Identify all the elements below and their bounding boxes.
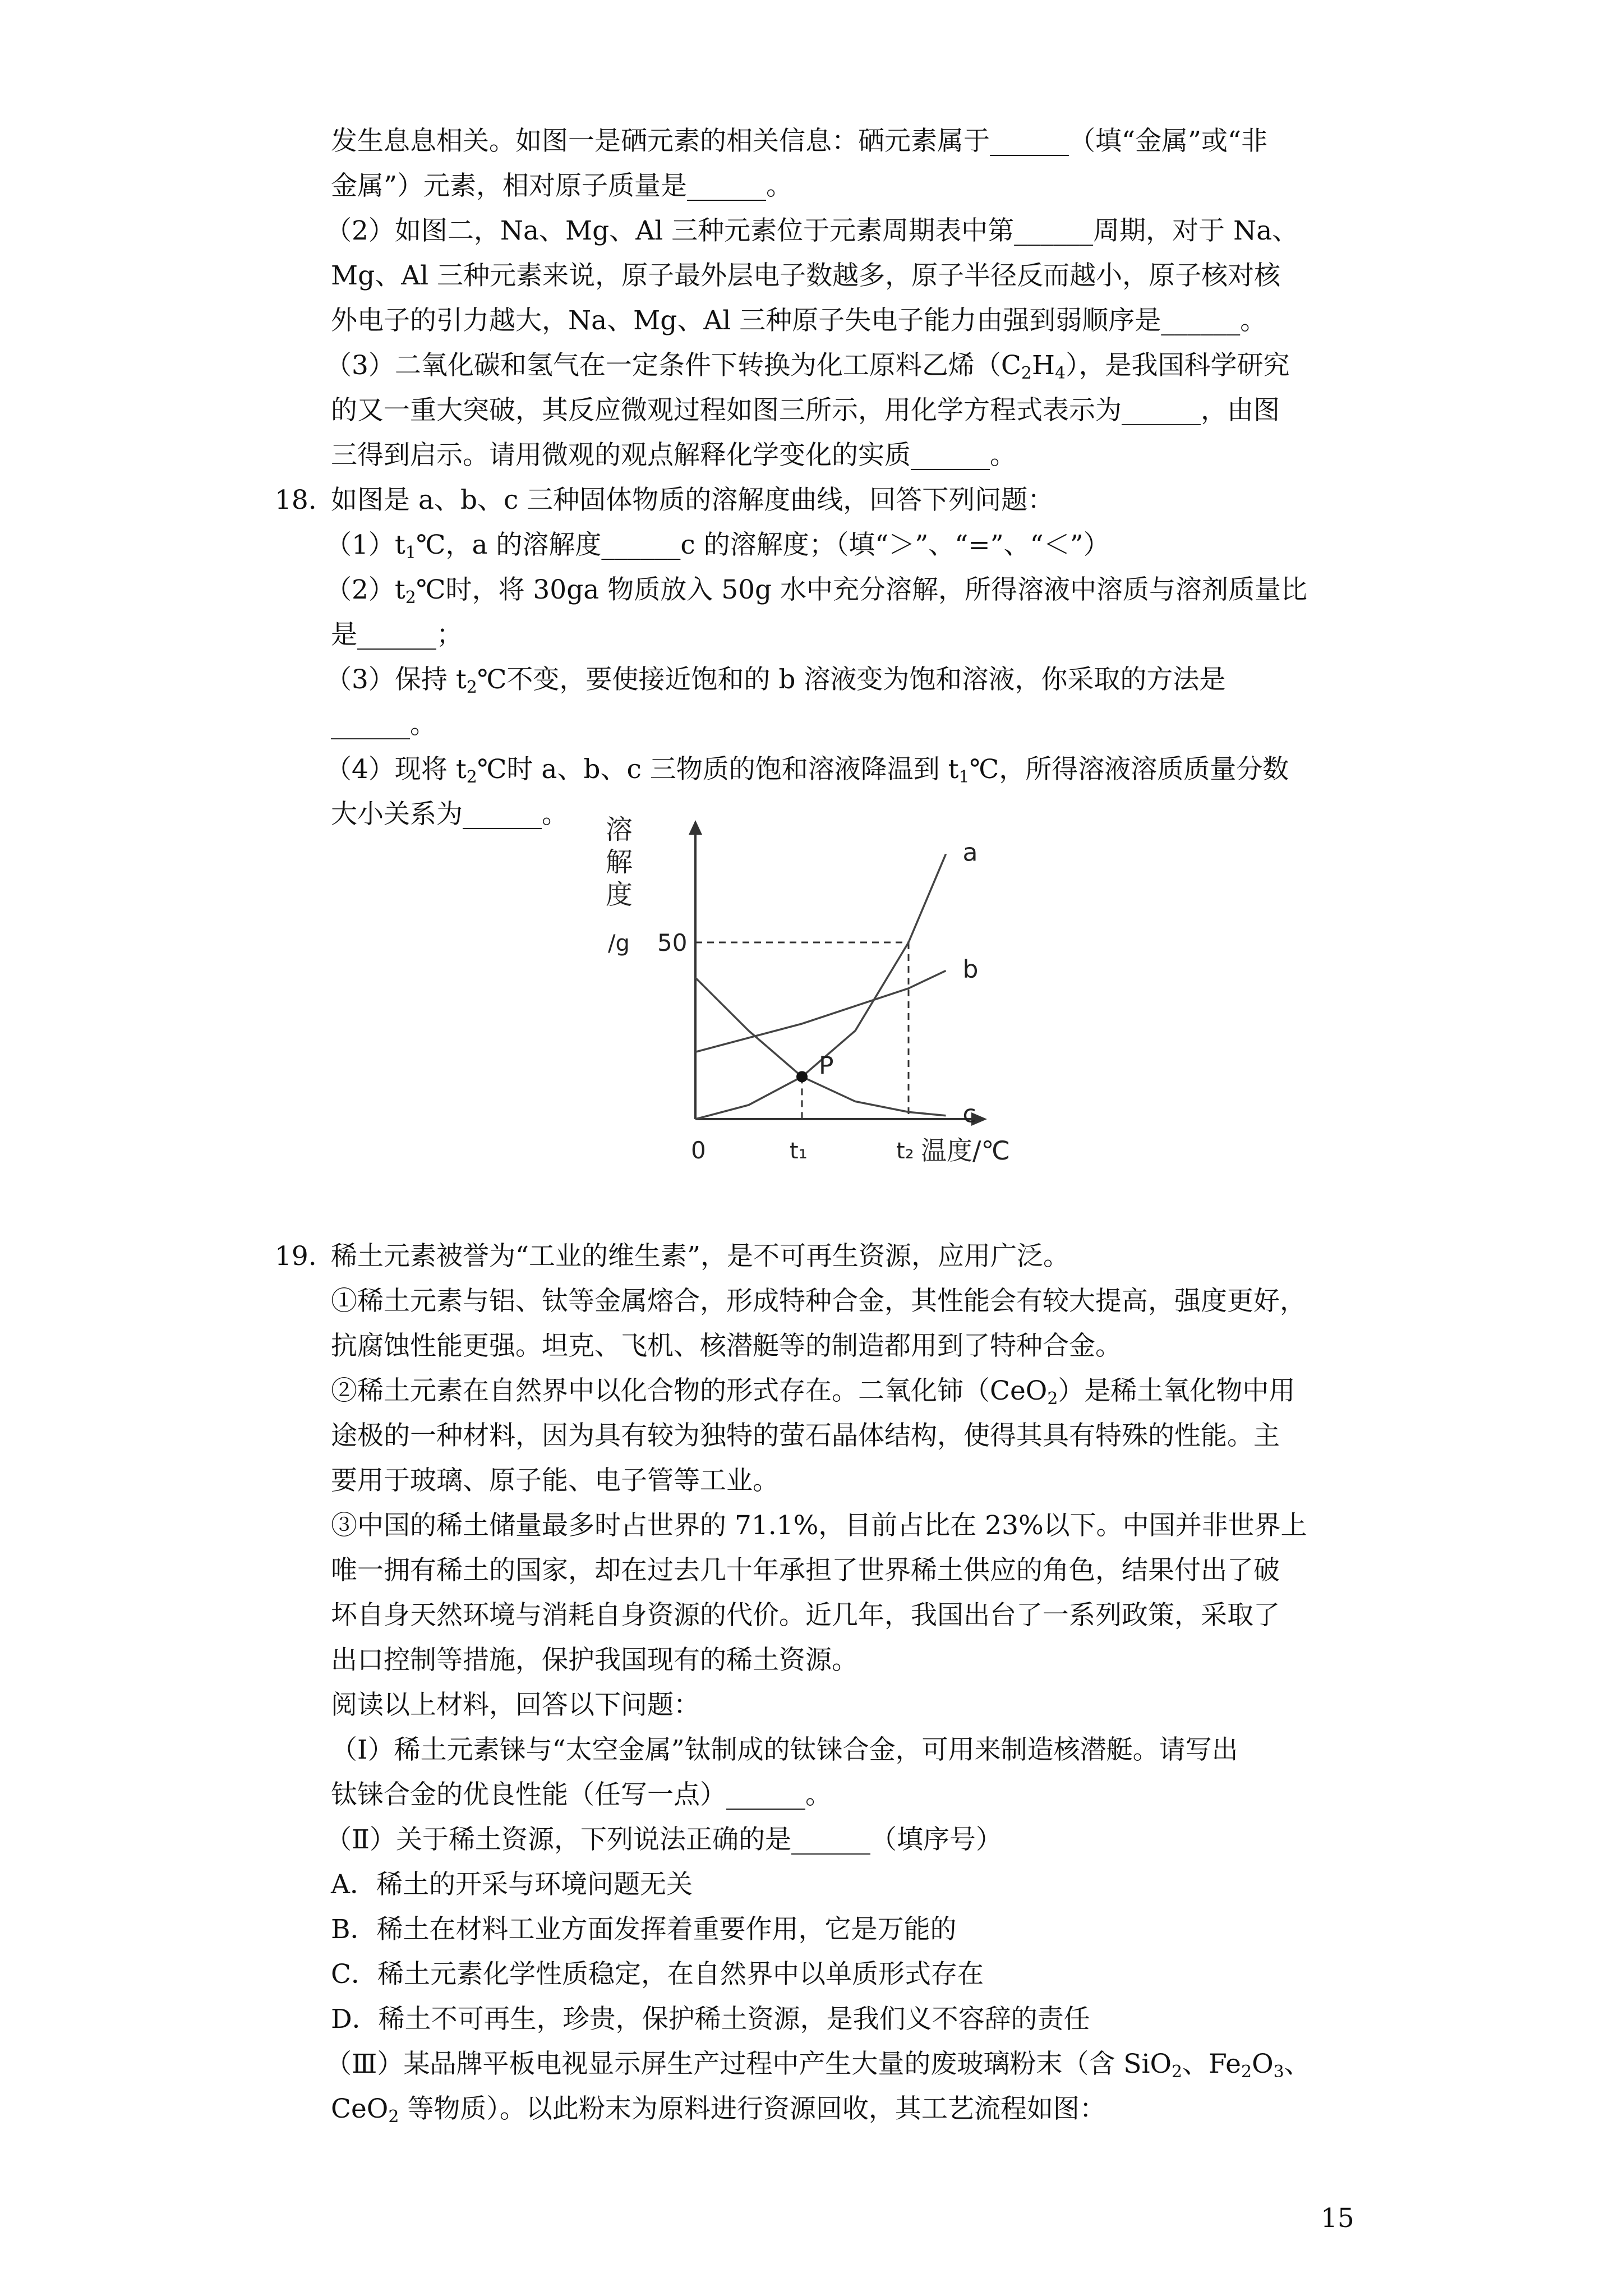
q19-line-4-text: ）是稀土氧化物中用: [1058, 1375, 1295, 1406]
subscript: 2: [1021, 364, 1032, 383]
q18-line-2-text: ℃，a 的溶解度______c 的溶解度；（填“＞”、“=”、“＜”）: [416, 530, 1110, 560]
q19-line-15-text: O: [1252, 2049, 1274, 2079]
q18-line-6: ______。: [331, 709, 436, 740]
q19-line-5: 途极的一种材料，因为具有较为独特的萤石晶体结构，使得其具有特殊的性能。主: [331, 1420, 1280, 1451]
q18-line-3: [325, 568, 1307, 620]
q19-line-15-text: 、Fe: [1182, 2049, 1241, 2079]
q18-line-7-text: （4）现将 t: [325, 754, 467, 785]
q18-line-5: [325, 657, 1225, 710]
q18-line-3-text: （2）t: [325, 574, 405, 605]
q19-option-c: C．稀土元素化学性质稳定，在自然界中以单质形式存在: [331, 1959, 984, 1990]
subscript: 3: [1273, 2062, 1284, 2082]
subscript: 2: [466, 678, 477, 697]
origin-label: 0: [691, 1137, 706, 1164]
y-axis-label: [606, 814, 633, 910]
q17-line-3: （2）如图二，Na、Mg、Al 三种元素位于元素周期表中第______周期，对于 Na、: [325, 215, 1299, 246]
q18-line-7-text: ℃，所得溶液溶质质量分数: [969, 754, 1289, 785]
curve-label-c: c: [962, 1099, 976, 1129]
subscript: 2: [388, 2107, 399, 2127]
x-tick-t2: t₂: [896, 1138, 914, 1164]
q19-number: 19.: [275, 1241, 317, 1272]
point-p: [796, 1071, 808, 1082]
q19-line-10: 出口控制等措施，保护我国现有的稀土资源。: [331, 1645, 858, 1676]
guide-lines: [695, 942, 909, 1119]
point-p-label: P: [819, 1051, 834, 1080]
q19-line-7: ③中国的稀土储量最多时占世界的 71.1%，目前占比在 23%以下。中国并非世界上: [331, 1510, 1307, 1541]
q19-line-16-text: 等物质）。以此粉末为原料进行资源回收，其工艺流程如图：: [399, 2093, 1106, 2124]
chart-labels: [657, 839, 1010, 1166]
subscript: 2: [1172, 2062, 1183, 2082]
q19-line-15-text: 、: [1284, 2049, 1311, 2079]
subscript: 1: [958, 767, 970, 787]
subscript: 2: [1241, 2062, 1252, 2082]
q17-line-4: Mg、Al 三种元素来说，原子最外层电子数越多，原子半径反而越小，原子核对核: [331, 260, 1281, 291]
q18-line-7-text: ℃时 a、b、c 三物质的饱和溶液降温到 t: [477, 754, 959, 785]
q19-line-9: 坏自身天然环境与消耗自身资源的代价。近几年，我国出台了一系列政策，采取了: [331, 1600, 1280, 1631]
q18-line-4: 是______；: [331, 619, 463, 650]
q19-line-12: （Ⅰ）稀土元素铼与“太空金属”钛制成的钛铼合金，可用来制造核潜艇。请写出: [331, 1734, 1238, 1765]
q18-line-2-text: （1）t: [325, 530, 405, 560]
x-axis-label: 温度/℃: [921, 1135, 1011, 1166]
q17-line-8: 三得到启示。请用微观的观点解释化学变化的实质______。: [331, 440, 1016, 471]
y-axis-label-char: 度: [606, 879, 633, 910]
q19-line-14: （Ⅱ）关于稀土资源，下列说法正确的是______（填序号）: [325, 1824, 1002, 1855]
q17-line-6-text: ），是我国科学研究: [1066, 350, 1290, 381]
curve-label-a: a: [962, 838, 978, 867]
x-tick-t1: t₁: [790, 1138, 808, 1164]
q19-line-6: 要用于玻璃、原子能、电子管等工业。: [331, 1465, 779, 1496]
q19-line-15-text: （Ⅲ）某品牌平板电视显示屏生产过程中产生大量的废玻璃粉末（含 SiO: [325, 2049, 1172, 2079]
subscript: 2: [466, 767, 477, 787]
curve-c: [695, 978, 946, 1116]
q19-line-8: 唯一拥有稀土的国家，却在过去几十年承担了世界稀土供应的角色，结果付出了破: [331, 1555, 1280, 1586]
y-tick-50: 50: [657, 929, 688, 956]
q19-option-d: D．稀土不可再生，珍贵，保护稀土资源，是我们义不容辞的责任: [331, 2004, 1090, 2035]
q18-line-3-text: ℃时，将 30ga 物质放入 50g 水中充分溶解，所得溶液中溶质与溶剂质量比: [416, 574, 1308, 605]
q19-line-16-text: CeO: [331, 2093, 389, 2124]
q17-line-1: 发生息息相关。如图一是硒元素的相关信息：硒元素属于______（填“金属”或“非: [331, 126, 1268, 157]
y-axis-arrow: [689, 820, 702, 835]
q19-option-b: B．稀土在材料工业方面发挥着重要作用，它是万能的: [331, 1914, 957, 1945]
q19-line-2: ①稀土元素与铝、钛等金属熔合，形成特种合金，其性能会有较大提高，强度更好，: [331, 1286, 1306, 1317]
page-number: 15: [1321, 2203, 1354, 2234]
q19-line-13: 钛铼合金的优良性能（任写一点）______。: [331, 1779, 832, 1810]
solubility-chart: [600, 808, 1015, 1200]
y-axis-label-char: 解: [606, 846, 633, 878]
q17-line-6-text: H: [1031, 350, 1055, 381]
subscript: 2: [1047, 1389, 1058, 1409]
q19-line-11: 阅读以上材料，回答以下问题：: [331, 1690, 700, 1720]
q17-line-7: 的又一重大突破，其反应微观过程如图三所示，用化学方程式表示为______，由图: [331, 395, 1280, 426]
q19-line-4-text: ②稀土元素在自然界中以化合物的形式存在。二氧化铈（CeO: [331, 1375, 1048, 1406]
q19-option-a: A．稀土的开采与环境问题无关: [331, 1869, 693, 1900]
q18-number: 18.: [275, 485, 317, 516]
subscript: 1: [405, 543, 416, 563]
q18-line-1: 如图是 a、b、c 三种固体物质的溶解度曲线，回答下列问题：: [331, 485, 1054, 516]
y-axis-unit: /g: [608, 931, 630, 956]
subscript: 2: [405, 588, 416, 608]
q17-line-2: 金属”）元素，相对原子质量是______。: [331, 171, 793, 201]
q19-line-16: [331, 2087, 1106, 2139]
y-axis-label-char: 溶: [606, 814, 633, 845]
q17-line-6-text: （3）二氧化碳和氢气在一定条件下转换为化工原料乙烯（C: [325, 350, 1021, 381]
q17-line-5: 外电子的引力越大，Na、Mg、Al 三种原子失电子能力由强到弱顺序是______。: [331, 305, 1267, 336]
q19-line-1: 稀土元素被誉为“工业的维生素”，是不可再生资源，应用广泛。: [331, 1241, 1070, 1272]
q18-line-5-text: （3）保持 t: [325, 664, 467, 695]
q18-line-8: 大小关系为______。: [331, 799, 568, 830]
q18-line-5-text: ℃不变，要使接近饱和的 b 溶液变为饱和溶液，你采取的方法是: [477, 664, 1226, 695]
q19-line-3: 抗腐蚀性能更强。坦克、飞机、核潜艇等的制造都用到了特种合金。: [331, 1331, 1122, 1361]
curve-label-b: b: [962, 955, 979, 984]
subscript: 4: [1054, 364, 1066, 383]
